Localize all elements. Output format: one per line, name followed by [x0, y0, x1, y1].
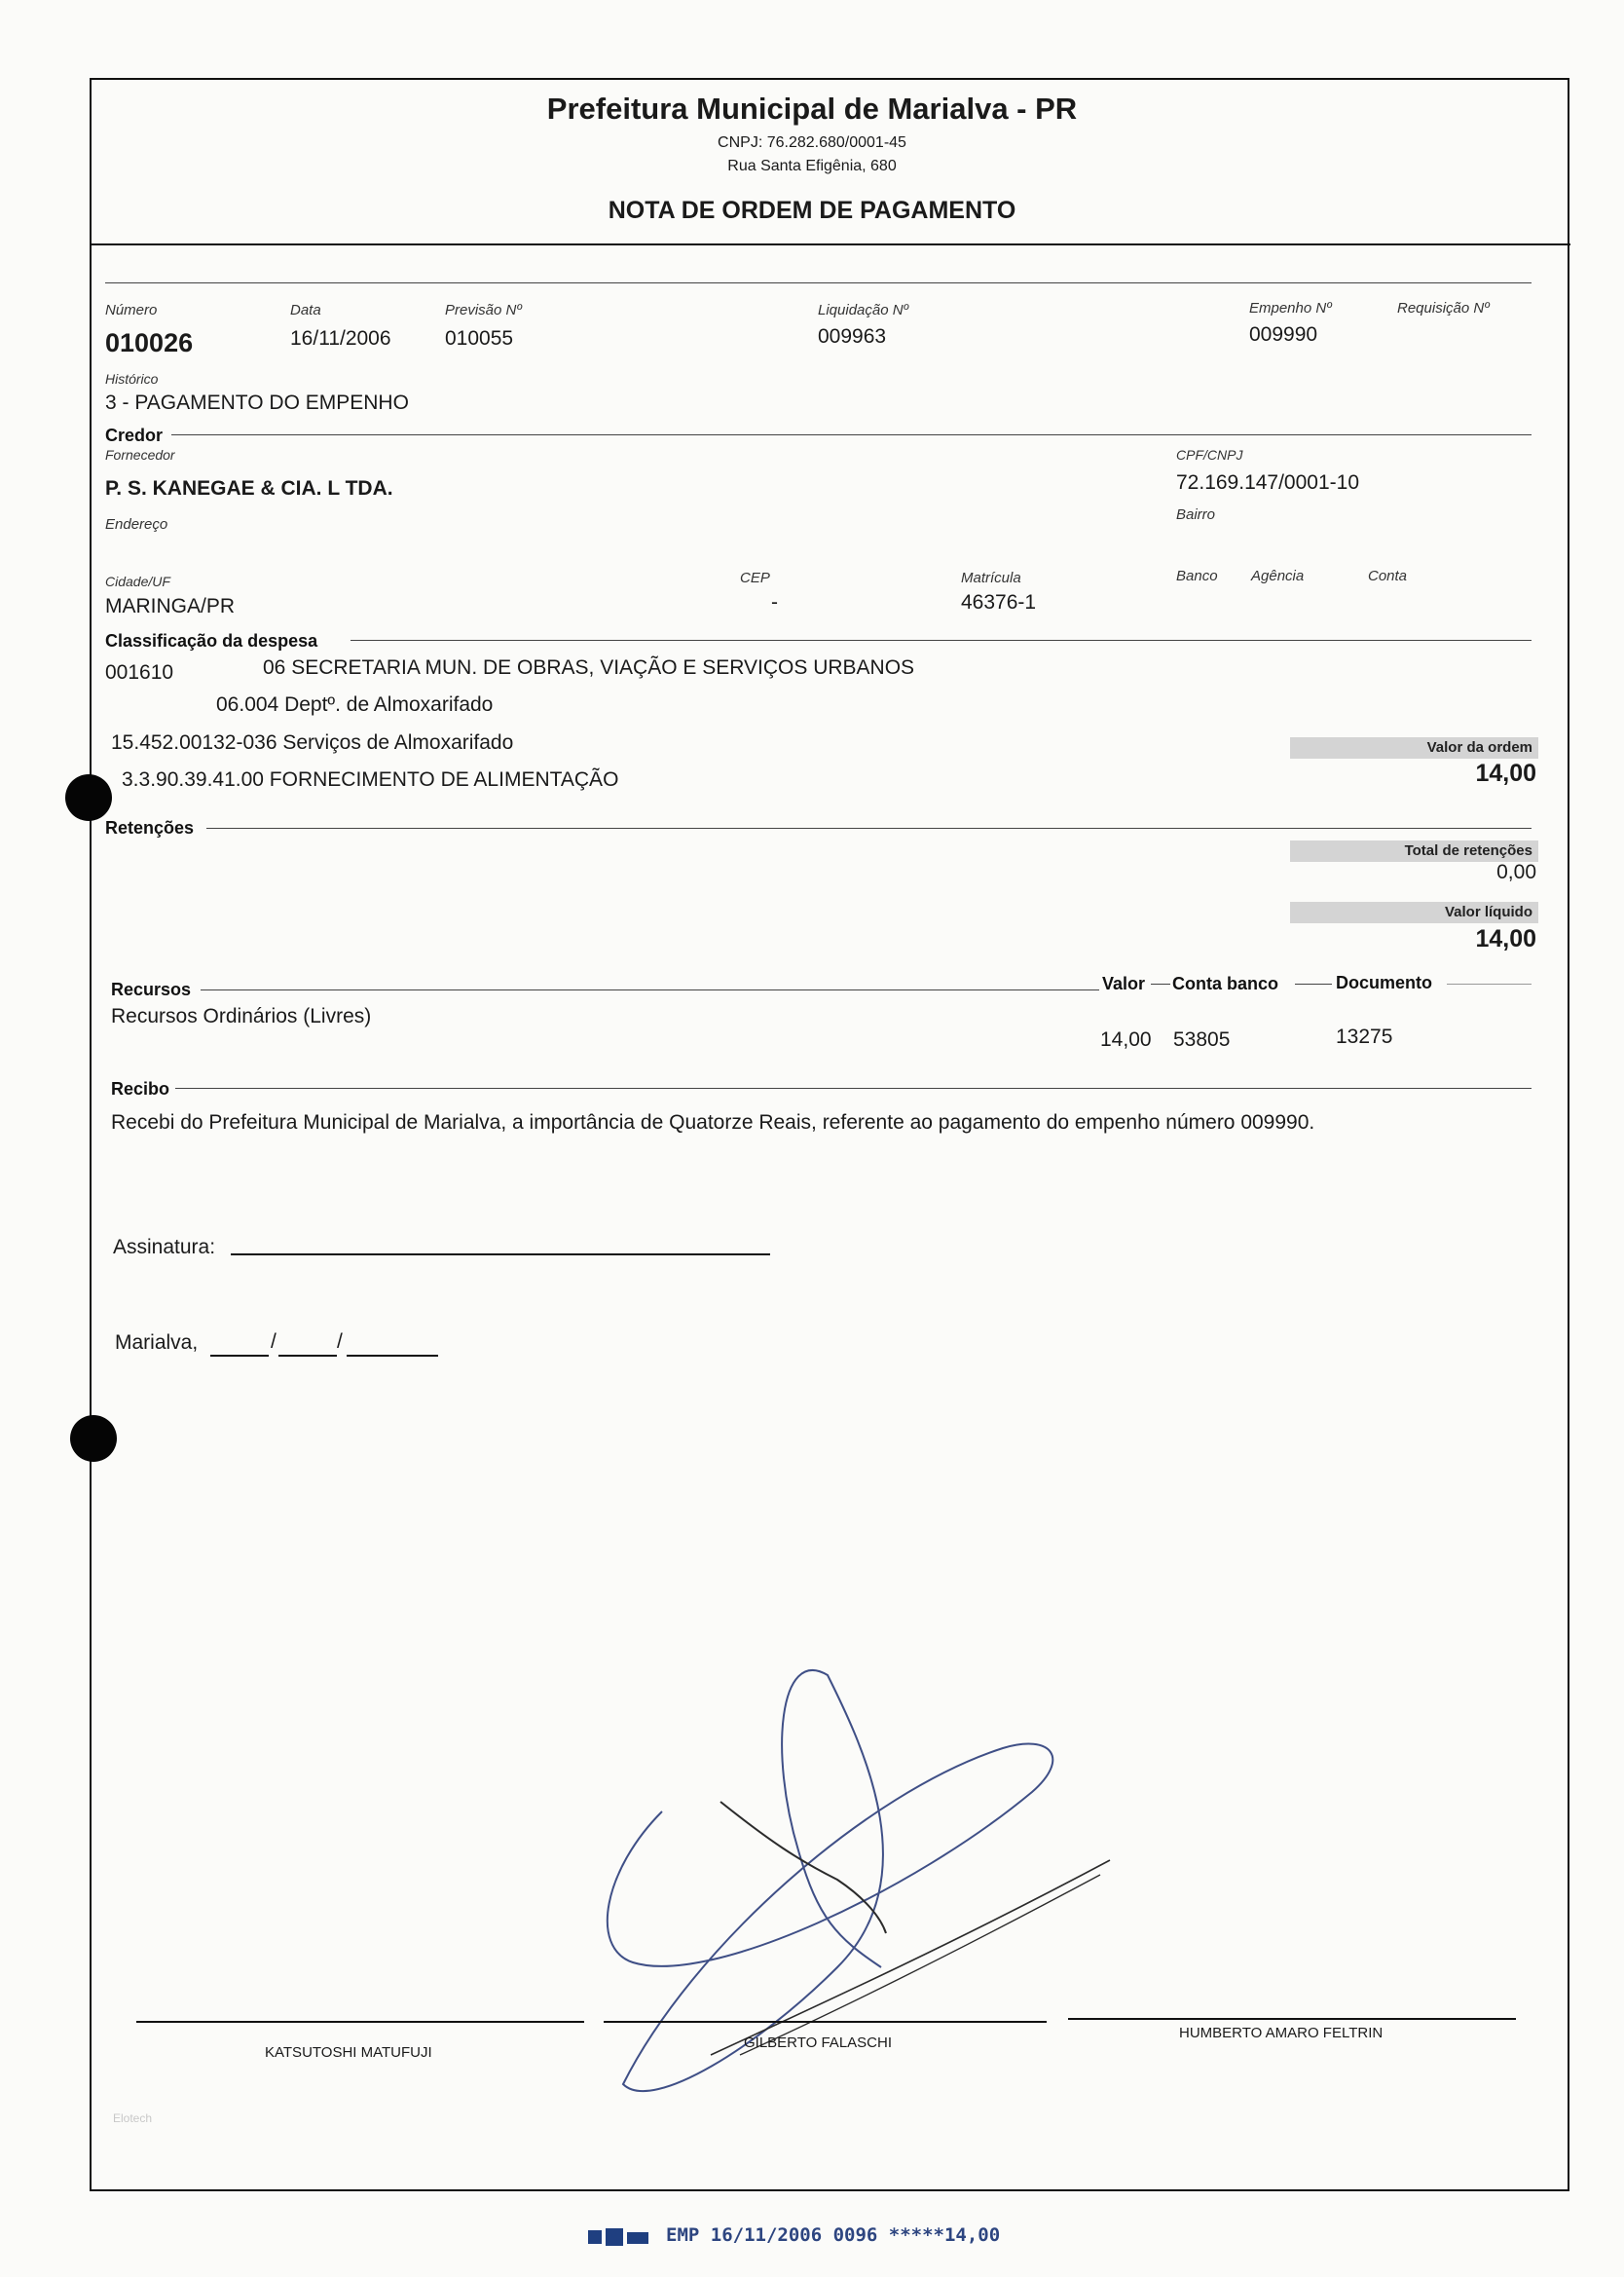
- municipality-title: Prefeitura Municipal de Marialva - PR: [546, 92, 1078, 126]
- signatory-2: GILBERTO FALASCHI: [744, 2034, 892, 2051]
- dept-value: 06.004 Deptº. de Almoxarifado: [216, 693, 494, 716]
- date-line-month: [278, 1355, 337, 1357]
- fornecedor-value: P. S. KANEGAE & CIA. L TDA.: [105, 477, 393, 500]
- punch-hole-top: [65, 774, 112, 821]
- liquidacao-label: Liquidação Nº: [818, 302, 909, 318]
- cpf-value: 72.169.147/0001-10: [1176, 471, 1360, 494]
- recibo-section-title: Recibo: [111, 1079, 170, 1099]
- signatory-line-3: [1068, 2018, 1516, 2020]
- recursos-rule: [201, 989, 1099, 990]
- cnpj-line: CNPJ: 76.282.680/0001-45: [718, 134, 906, 151]
- conta-label: Conta: [1368, 568, 1408, 584]
- retencoes-rule: [206, 828, 1532, 829]
- date-line-day: [210, 1355, 269, 1357]
- total-retencoes-value: 0,00: [1496, 861, 1536, 883]
- endereco-label: Endereço: [105, 516, 168, 533]
- ids-top-rule: [105, 282, 1532, 283]
- previsao-label: Previsão Nº: [445, 302, 522, 318]
- numero-label: Número: [105, 302, 158, 318]
- cidade-value: MARINGA/PR: [105, 595, 236, 617]
- recursos-rule-2: [1151, 984, 1170, 985]
- local-label: Marialva,: [115, 1331, 199, 1354]
- matricula-value: 46376-1: [961, 591, 1037, 614]
- recursos-rule-4: [1447, 984, 1532, 985]
- agencia-label: Agência: [1251, 568, 1305, 584]
- liquidacao-value: 009963: [818, 325, 887, 348]
- secretaria-value: 06 SECRETARIA MUN. DE OBRAS, VIAÇÃO E SERVIÇOS URBANOS: [263, 656, 915, 679]
- recursos-documento-label: Documento: [1336, 973, 1432, 992]
- data-value: 16/11/2006: [290, 327, 391, 350]
- handwritten-signature: [545, 1656, 1129, 2123]
- stamp-logo-icon: [588, 2226, 652, 2248]
- cep-label: CEP: [740, 570, 770, 586]
- valor-ordem-value: 14,00: [1475, 760, 1536, 787]
- recursos-rule-3: [1295, 984, 1332, 985]
- classificacao-section-title: Classificação da despesa: [105, 631, 318, 651]
- header-divider: [90, 243, 1570, 245]
- recibo-text: Recebi do Prefeitura Municipal de Marialva, a importância de Quatorze Reais, referente ao pagamento do empenho número 009990.: [111, 1111, 1315, 1134]
- document-title: NOTA DE ORDEM DE PAGAMENTO: [608, 197, 1016, 224]
- assinatura-label: Assinatura:: [113, 1236, 216, 1258]
- retencoes-section-title: Retenções: [105, 818, 195, 838]
- historico-value: 3 - PAGAMENTO DO EMPENHO: [105, 392, 409, 414]
- valor-liquido-label: Valor líquido: [1444, 904, 1532, 920]
- servicos-value: 15.452.00132-036 Serviços de Almoxarifado: [111, 731, 514, 754]
- recursos-section-title: Recursos: [111, 980, 192, 999]
- elemento-value: 3.3.90.39.41.00 FORNECIMENTO DE ALIMENTAÇÃO: [122, 768, 619, 791]
- bairro-label: Bairro: [1176, 506, 1216, 523]
- cpf-label: CPF/CNPJ: [1176, 447, 1243, 463]
- cep-value: -: [771, 591, 778, 614]
- recursos-descricao: Recursos Ordinários (Livres): [111, 1005, 372, 1027]
- valor-ordem-bar: [1290, 737, 1538, 759]
- valor-liquido-value: 14,00: [1475, 925, 1536, 952]
- date-slash-1: /: [271, 1330, 277, 1353]
- total-retencoes-bar: [1290, 840, 1538, 862]
- recursos-documento: 13275: [1336, 1026, 1393, 1048]
- requisicao-label: Requisição Nº: [1397, 300, 1490, 317]
- recursos-conta-label: Conta banco: [1172, 974, 1279, 993]
- credor-section-title: Credor: [105, 426, 164, 445]
- cidade-label: Cidade/UF: [105, 574, 170, 589]
- empenho-label: Empenho Nº: [1249, 300, 1332, 317]
- numero-value: 010026: [105, 328, 194, 357]
- recursos-valor: 14,00: [1100, 1028, 1152, 1051]
- recursos-conta: 53805: [1173, 1028, 1231, 1051]
- date-line-year: [347, 1355, 438, 1357]
- total-retencoes-label: Total de retenções: [1404, 842, 1532, 859]
- historico-label: Histórico: [105, 371, 159, 387]
- footer-stamp: EMP 16/11/2006 0096 *****14,00: [666, 2224, 1001, 2246]
- signatory-line-1: [136, 2021, 584, 2023]
- credor-rule: [171, 434, 1532, 435]
- signatory-1: KATSUTOSHI MATUFUJI: [265, 2044, 432, 2061]
- recursos-valor-label: Valor: [1102, 974, 1146, 993]
- address-line: Rua Santa Efigênia, 680: [727, 158, 897, 174]
- recibo-rule: [175, 1088, 1532, 1089]
- date-slash-2: /: [337, 1330, 343, 1353]
- banco-label: Banco: [1176, 568, 1218, 584]
- empenho-value: 009990: [1249, 323, 1318, 346]
- classificacao-code: 001610: [105, 661, 174, 684]
- signatory-3: HUMBERTO AMARO FELTRIN: [1179, 2025, 1384, 2041]
- signatory-line-2: [604, 2021, 1047, 2023]
- watermark: Elotech: [113, 2111, 153, 2125]
- classificacao-rule: [351, 640, 1532, 641]
- punch-hole-bottom: [70, 1415, 117, 1462]
- assinatura-line: [231, 1253, 770, 1255]
- previsao-value: 010055: [445, 327, 514, 350]
- valor-ordem-label: Valor da ordem: [1426, 739, 1532, 756]
- fornecedor-label: Fornecedor: [105, 447, 175, 463]
- matricula-label: Matrícula: [961, 570, 1021, 586]
- data-label: Data: [290, 302, 321, 318]
- valor-liquido-bar: [1290, 902, 1538, 923]
